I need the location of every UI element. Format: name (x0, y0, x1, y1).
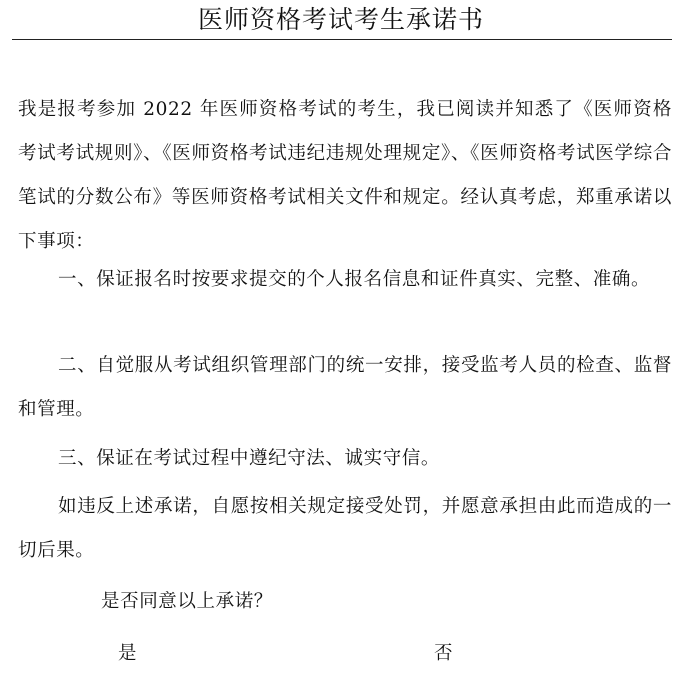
commitment-item-3: 三、保证在考试过程中遵纪守法、诚实守信。 (58, 448, 441, 469)
agreement-question: 是否同意以上承诺？ (101, 591, 273, 612)
document-title: 医师资格考试考生承诺书 (197, 5, 484, 34)
title-underline (12, 39, 672, 40)
option-yes[interactable]: 是 (118, 643, 137, 664)
commitment-item-1: 一、保证报名时按要求提交的个人报名信息和证件真实、完整、准确。 (58, 269, 651, 290)
option-no[interactable]: 否 (434, 643, 453, 664)
intro-paragraph: 我是报考参加 2022 年医师资格考试的考生，我已阅读并知悉了《医师资格考试考试规则》、《医师资格考试违纪违规处理规定》、《医师资格考试医学综合笔试的分数公布》等医师资格考试相关文件和规定。经认真考虑，郑重承诺以下事项： (18, 99, 672, 252)
consequence-paragraph: 如违反上述承诺，自愿按相关规定接受处罚，并愿意承担由此而造成的一切后果。 (18, 496, 672, 561)
commitment-item-2: 二、自觉服从考试组织管理部门的统一安排，接受监考人员的检查、监督和管理。 (18, 355, 672, 420)
